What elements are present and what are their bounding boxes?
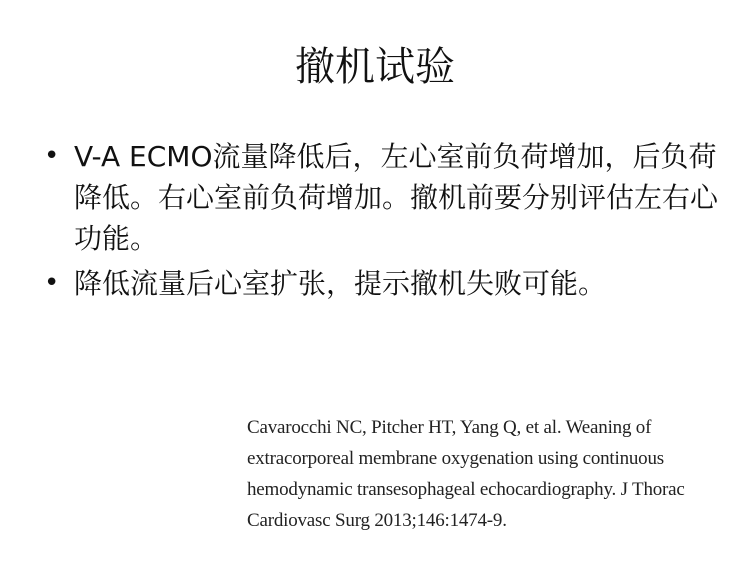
citation-line: extracorporeal membrane oxygenation using continuous: [247, 448, 664, 469]
citation-reference: [247, 412, 685, 536]
citation-line: hemodynamic transesophageal echocardiography. J Thorac: [247, 479, 685, 500]
bullet-text: V-A ECMO流量降低后，左心室前负荷增加，后负荷降低。右心室前负荷增加。撤机前要分别评估左右心功能。: [74, 140, 719, 255]
bullet-marker: •: [44, 141, 60, 171]
bullet-item: [40, 263, 720, 304]
bullet-list: [40, 136, 720, 308]
bullet-item: [40, 136, 720, 259]
bullet-text: 降低流量后心室扩张，提示撤机失败可能。: [74, 267, 607, 300]
citation-line: Cardiovasc Surg 2013;146:1474-9.: [247, 510, 507, 531]
citation-line: Cavarocchi NC, Pitcher HT, Yang Q, et al. Weaning of: [247, 417, 652, 438]
slide-title: 撤机试验: [295, 44, 455, 90]
bullet-marker: •: [44, 268, 60, 298]
